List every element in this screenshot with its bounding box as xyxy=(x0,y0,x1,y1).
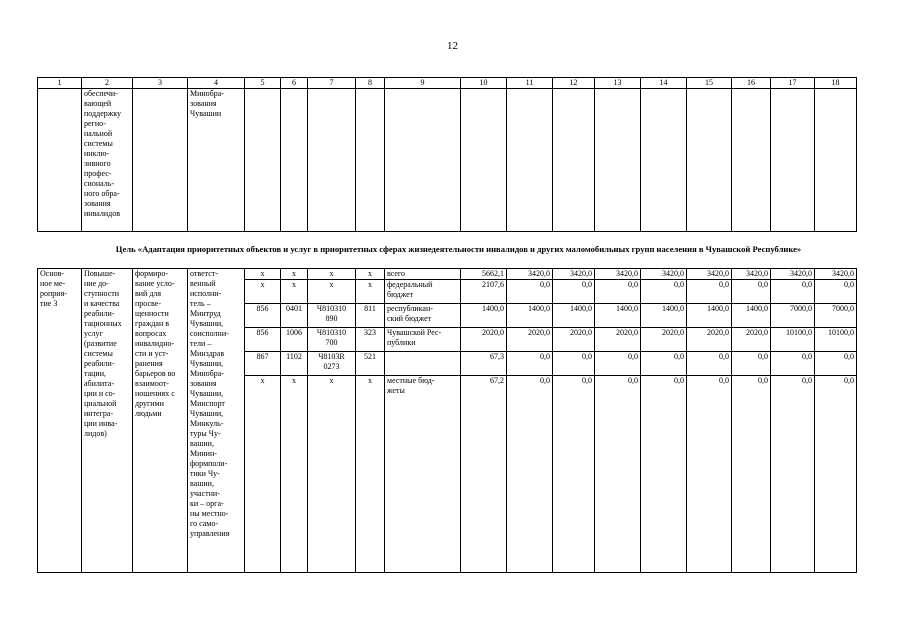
cell-grbs: 856 xyxy=(245,304,281,328)
cell-year-value: 0,0 xyxy=(553,352,595,376)
col-number: 18 xyxy=(815,78,857,89)
cell-year-value: 0,0 xyxy=(553,280,595,304)
cell-year-value: 3420,0 xyxy=(553,269,595,280)
cell-total: 2107,6 xyxy=(461,280,507,304)
measure-table xyxy=(37,268,857,573)
cell-responsible: ответст- венный исполни- тель – Минтруд Чувашии, соисполни- тели – Минздрав Чувашии, Минобра- зования Чувашии, Минспорт Чувашии, Минкуль- туры Чу- вашии, Минин- формполи- тики Чу- вашии, участни- ки – орга- ны местно- го само- управления xyxy=(188,269,245,573)
col-number: 11 xyxy=(507,78,553,89)
cell-empty xyxy=(732,89,771,232)
col-number: 10 xyxy=(461,78,507,89)
cell-year-value: 2020,0 xyxy=(595,328,641,352)
cell-year-value: 1400,0 xyxy=(732,304,771,328)
cell-empty xyxy=(507,89,553,232)
cell-vr: х xyxy=(356,269,385,280)
cell-description: обеспечи- вающей поддержку регио- нальной системы инклю- зивного профес- сиональ- ного обра- зования инвалидов xyxy=(82,89,133,232)
cell-year-value: 3420,0 xyxy=(507,269,553,280)
cell-year-value: 7000,0 xyxy=(815,304,857,328)
cell-year-value: 1400,0 xyxy=(553,304,595,328)
cell-rzpr: х xyxy=(281,269,308,280)
col-number: 8 xyxy=(356,78,385,89)
cell-empty xyxy=(245,89,281,232)
cell-year-value: 0,0 xyxy=(595,280,641,304)
cell-grbs: х xyxy=(245,280,281,304)
cell-csr: Ч8103R 0273 xyxy=(308,352,356,376)
cell-year-value: 0,0 xyxy=(687,376,732,573)
cell-year-value: 1400,0 xyxy=(507,304,553,328)
cell-empty xyxy=(38,89,82,232)
cell-year-value: 3420,0 xyxy=(771,269,815,280)
cell-year-value: 0,0 xyxy=(641,280,687,304)
cell-total: 67,3 xyxy=(461,352,507,376)
cell-rzpr: 1006 xyxy=(281,328,308,352)
cell-year-value: 3420,0 xyxy=(641,269,687,280)
cell-csr: х xyxy=(308,376,356,573)
cell-year-value: 0,0 xyxy=(687,352,732,376)
cell-rzpr: х xyxy=(281,376,308,573)
cell-year-value: 0,0 xyxy=(815,352,857,376)
cell-year-value: 0,0 xyxy=(641,352,687,376)
cell-measure-number: Основ- ное ме- роприя- тие 3 xyxy=(38,269,82,573)
cell-year-value: 0,0 xyxy=(771,280,815,304)
cell-year-value: 2020,0 xyxy=(732,328,771,352)
cell-rzpr: х xyxy=(281,280,308,304)
cell-year-value: 0,0 xyxy=(815,280,857,304)
cell-year-value: 0,0 xyxy=(507,352,553,376)
measure-row xyxy=(38,269,857,280)
cell-vr: х xyxy=(356,280,385,304)
cell-funding-source: федеральный бюджет xyxy=(385,280,461,304)
cell-csr: Ч810310 890 xyxy=(308,304,356,328)
cell-year-value: 0,0 xyxy=(553,376,595,573)
cell-year-value: 0,0 xyxy=(771,376,815,573)
cell-csr: Ч810310 700 xyxy=(308,328,356,352)
cell-funding-source: республикан- ский бюджет xyxy=(385,304,461,328)
cell-measure-description: Повыше- ние до- ступности и качества реабили- тационных услуг (развитие системы реабили- тации, абилита- ции и со- циальной интегра- ции инва- лидов) xyxy=(82,269,133,573)
cell-vr: 811 xyxy=(356,304,385,328)
cell-empty xyxy=(687,89,732,232)
col-number: 16 xyxy=(732,78,771,89)
cell-csr: х xyxy=(308,269,356,280)
cell-year-value: 3420,0 xyxy=(687,269,732,280)
cell-rzpr: 0401 xyxy=(281,304,308,328)
cell-grbs: х xyxy=(245,376,281,573)
cell-empty xyxy=(385,89,461,232)
cell-year-value: 2020,0 xyxy=(687,328,732,352)
col-number: 6 xyxy=(281,78,308,89)
cell-empty xyxy=(461,89,507,232)
cell-year-value: 1400,0 xyxy=(687,304,732,328)
cell-year-value: 3420,0 xyxy=(732,269,771,280)
cell-empty xyxy=(308,89,356,232)
continuation-row xyxy=(38,89,857,232)
cell-funding-source: местные бюд- жеты xyxy=(385,376,461,573)
column-number-row xyxy=(38,78,857,89)
cell-year-value: 10100,0 xyxy=(771,328,815,352)
cell-grbs: 867 xyxy=(245,352,281,376)
cell-year-value: 0,0 xyxy=(595,352,641,376)
col-number: 9 xyxy=(385,78,461,89)
cell-rzpr: 1102 xyxy=(281,352,308,376)
continuation-table xyxy=(37,77,857,232)
col-number: 1 xyxy=(38,78,82,89)
cell-year-value: 3420,0 xyxy=(595,269,641,280)
col-number: 13 xyxy=(595,78,641,89)
cell-year-value: 1400,0 xyxy=(641,304,687,328)
cell-year-value: 0,0 xyxy=(815,376,857,573)
cell-funding-source xyxy=(385,352,461,376)
cell-measure-expected-result: формиро- вание усло- вий для просве- щенности граждан в вопросах инвалидно- сти и уст- ранения барьеров во взаимоот- ношениях с другими людьми xyxy=(133,269,188,573)
cell-vr: х xyxy=(356,376,385,573)
cell-total: 67,2 xyxy=(461,376,507,573)
cell-year-value: 1400,0 xyxy=(595,304,641,328)
cell-year-value: 0,0 xyxy=(732,280,771,304)
col-number: 3 xyxy=(133,78,188,89)
cell-empty xyxy=(815,89,857,232)
cell-year-value: 0,0 xyxy=(732,352,771,376)
col-number: 15 xyxy=(687,78,732,89)
cell-year-value: 2020,0 xyxy=(553,328,595,352)
cell-year-value: 2020,0 xyxy=(507,328,553,352)
cell-grbs: 856 xyxy=(245,328,281,352)
col-number: 17 xyxy=(771,78,815,89)
cell-empty xyxy=(595,89,641,232)
cell-year-value: 0,0 xyxy=(687,280,732,304)
cell-year-value: 0,0 xyxy=(507,376,553,573)
cell-empty xyxy=(356,89,385,232)
cell-total: 2020,0 xyxy=(461,328,507,352)
cell-funding-source: Чувашской Рес- публики xyxy=(385,328,461,352)
cell-empty xyxy=(281,89,308,232)
cell-year-value: 3420,0 xyxy=(815,269,857,280)
cell-year-value: 0,0 xyxy=(732,376,771,573)
cell-year-value: 0,0 xyxy=(595,376,641,573)
cell-empty xyxy=(133,89,188,232)
goal-heading: Цель «Адаптация приоритетных объектов и услуг в приоритетных сферах жизнедеятельности инвалидов и других маломобильных групп населения в Чувашской Республике» xyxy=(115,244,802,254)
cell-year-value: 10100,0 xyxy=(815,328,857,352)
cell-year-value: 7000,0 xyxy=(771,304,815,328)
cell-responsible: Минобра- зования Чувашии xyxy=(188,89,245,232)
col-number: 5 xyxy=(245,78,281,89)
page-number: 12 xyxy=(447,40,458,52)
cell-empty xyxy=(553,89,595,232)
cell-vr: 521 xyxy=(356,352,385,376)
col-number: 7 xyxy=(308,78,356,89)
cell-year-value: 2020,0 xyxy=(641,328,687,352)
cell-grbs: х xyxy=(245,269,281,280)
cell-funding-source: всего xyxy=(385,269,461,280)
cell-vr: 323 xyxy=(356,328,385,352)
col-number: 4 xyxy=(188,78,245,89)
col-number: 2 xyxy=(82,78,133,89)
cell-empty xyxy=(641,89,687,232)
cell-total: 5662,1 xyxy=(461,269,507,280)
cell-year-value: 0,0 xyxy=(771,352,815,376)
col-number: 14 xyxy=(641,78,687,89)
cell-empty xyxy=(771,89,815,232)
cell-total: 1400,0 xyxy=(461,304,507,328)
cell-csr: х xyxy=(308,280,356,304)
cell-year-value: 0,0 xyxy=(641,376,687,573)
col-number: 12 xyxy=(553,78,595,89)
cell-year-value: 0,0 xyxy=(507,280,553,304)
